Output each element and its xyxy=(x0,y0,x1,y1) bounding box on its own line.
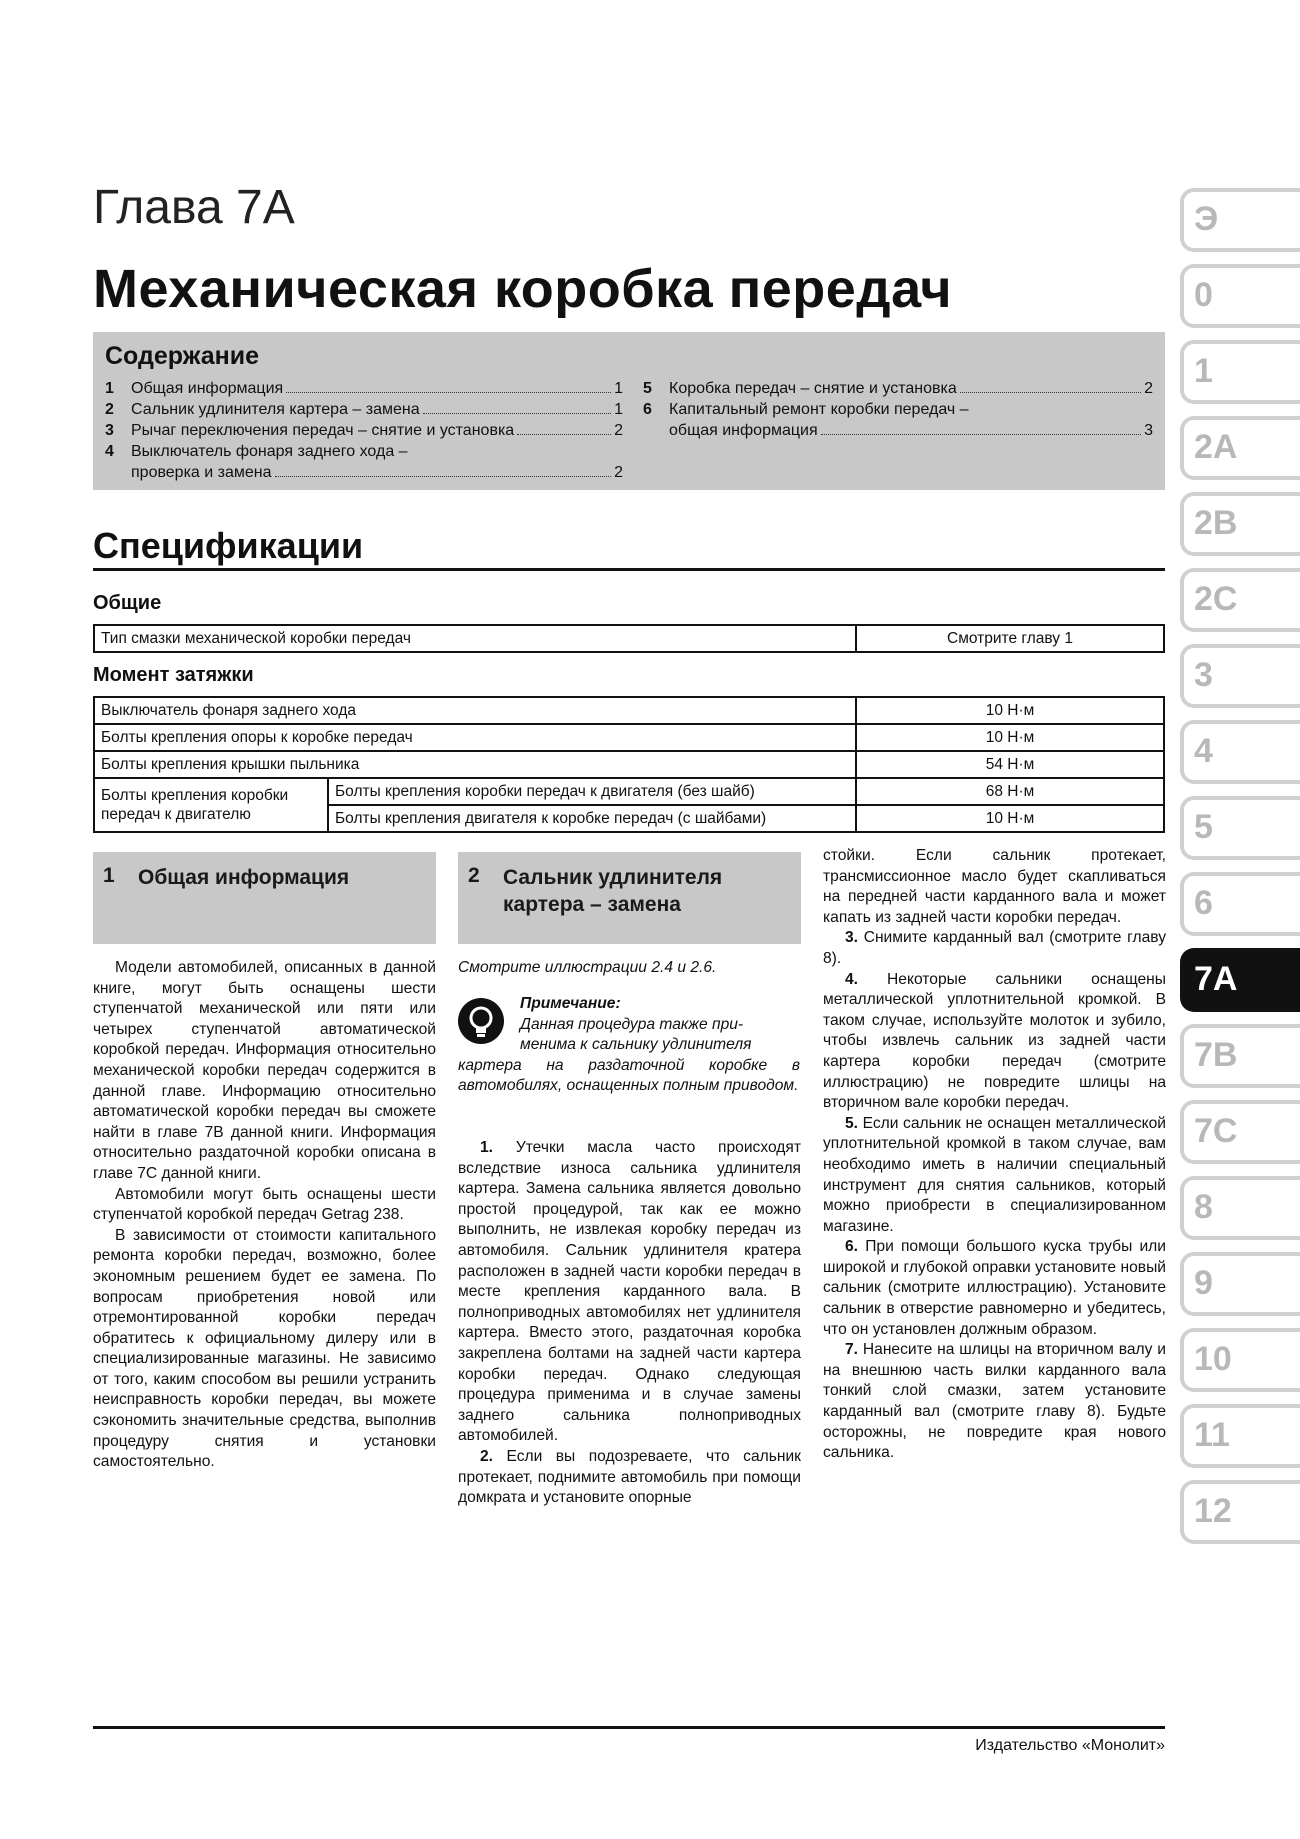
contents-item-page: 2 xyxy=(1144,380,1153,397)
spec-value: 10 Н·м xyxy=(856,697,1164,724)
torque-heading: Момент затяжки xyxy=(93,664,254,686)
chapter-tab[interactable]: 7C xyxy=(1180,1100,1300,1164)
section-title: Общая информация xyxy=(138,866,350,889)
contents-item[interactable] xyxy=(105,378,623,399)
section-1-header xyxy=(93,852,436,944)
chapter-tab[interactable]: 12 xyxy=(1180,1480,1300,1544)
step-paragraph xyxy=(823,1340,1166,1464)
footer-rule xyxy=(93,1726,1165,1729)
step-paragraph xyxy=(823,1237,1166,1340)
section-number: 1 xyxy=(103,864,115,887)
step-text: Утечки масла часто происходят вследствие износа сальника удлинителя картера. Замена сальника является довольно простой процедурой, так как ее можно выполнить, не извлекая коробку передач из автомобиля. Сальник удлинителя кратера расположен в задней части коробки передач в месте крепления карданного вала. В полноприводных автомобилях нет удлинителя картера. Вместо этого, раздаточная коробка закреплена болтами на задней части картера коробки передач. Однако следующая процедура применима и в случае замены заднего сальника полноприводных автомобилей. xyxy=(458,1139,801,1445)
step-number: 4. xyxy=(845,970,859,988)
section-title-line: картера – замена xyxy=(503,893,681,916)
step-paragraph xyxy=(458,1447,801,1509)
section-2-caption xyxy=(458,958,801,979)
table-row xyxy=(94,625,1164,652)
step-text: При помощи большого куска трубы или широкой и глубокой оправки установите новый сальник (смотрите иллюстрацию). Установите сальник в отверстие равномерно и убедитесь, что он установлен должным образом. xyxy=(823,1238,1166,1338)
spec-label: Выключатель фонаря заднего хода xyxy=(94,697,856,724)
chapter-title: Механическая коробка передач xyxy=(93,259,953,319)
step-number: 5. xyxy=(845,1114,859,1132)
step-text: Если сальник не оснащен металлической уплотнительной кромкой в таком случае, вам необходимо иметь в наличии специальный инструмент для снятия сальников, который можно приобрести в специализированном магазине. xyxy=(823,1114,1166,1235)
step-number: 7. xyxy=(845,1341,859,1359)
contents-item-title-cont: общая информация xyxy=(669,422,818,439)
spec-value: Смотрите главу 1 xyxy=(856,625,1164,652)
chapter-tab[interactable]: 3 xyxy=(1180,644,1300,708)
spec-value: 68 Н·м xyxy=(856,778,1164,805)
contents-heading: Содержание xyxy=(105,342,260,370)
spec-label: Болты крепления опоры к коробке передач xyxy=(94,724,856,751)
spec-label: Болты крепления двигателя к коробке передач (с шайбами) xyxy=(328,805,856,832)
section-title-line: Сальник удлинителя xyxy=(503,866,723,889)
contents-item-title-cont: проверка и замена xyxy=(131,464,272,481)
chapter-tab[interactable]: Э xyxy=(1180,188,1300,252)
step-paragraph xyxy=(458,1138,801,1447)
note-text: Данная процедура также при- xyxy=(520,1015,744,1033)
contents-item-page: 1 xyxy=(614,380,623,397)
contents-item[interactable] xyxy=(105,399,623,420)
contents-item[interactable] xyxy=(643,399,1153,441)
step-number: 2. xyxy=(480,1447,494,1465)
contents-item-number: 3 xyxy=(105,422,114,439)
contents-item[interactable] xyxy=(643,378,1153,399)
contents-item-title: Рычаг переключения передач – снятие и установка xyxy=(131,422,515,439)
paragraph: В зависимости от стоимости капитального ремонта коробки передач, возможно, более экономным решением будет ее замена. По вопросам приобретения новой или отремонтированной коробки передач обратитесь к официальному дилеру или в специализированные магазины. Не зависимо от того, каким способом вы решили устранить неисправность коробки передач, вы можете сэкономить значительные средства, выполнив процедуру снятия и установки самостоятельно. xyxy=(93,1226,436,1471)
chapter-tab[interactable]: 2A xyxy=(1180,416,1300,480)
spec-value: 10 Н·м xyxy=(856,724,1164,751)
contents-item-page: 1 xyxy=(614,401,623,418)
chapter-tab[interactable]: 11 xyxy=(1180,1404,1300,1468)
spec-label: Болты крепления коробки передач к двигателя (без шайб) xyxy=(328,778,856,805)
note-text: картера на раздаточной коробке в автомобилях, оснащенных полным приводом. xyxy=(458,1056,800,1095)
contents-item-title: Общая информация xyxy=(131,380,284,397)
table-row xyxy=(94,751,1164,778)
contents-item[interactable] xyxy=(105,441,623,483)
chapter-tab[interactable]: 4 xyxy=(1180,720,1300,784)
chapter-tab[interactable]: 0 xyxy=(1180,264,1300,328)
step-text: Если вы подозреваете, что сальник протекает, поднимите автомобиль при помощи домкрата и установите опорные xyxy=(458,1447,801,1507)
contents-item-title: Капитальный ремонт коробки передач – xyxy=(669,401,969,418)
step-text: Снимите карданный вал (смотрите главу 8). xyxy=(823,929,1166,967)
step-number: 1. xyxy=(480,1139,494,1156)
contents-item-title: Сальник удлинителя картера – замена xyxy=(131,401,420,418)
specifications-rule xyxy=(93,568,1165,571)
table-row xyxy=(94,697,1164,724)
chapter-tab[interactable]: 9 xyxy=(1180,1252,1300,1316)
chapter-tab[interactable]: 2B xyxy=(1180,492,1300,556)
step-paragraph xyxy=(823,928,1166,969)
chapter-tabs xyxy=(1180,188,1300,1556)
spec-group-label: Болты крепления коробки передач к двигателю xyxy=(94,778,328,832)
chapter-tab[interactable]: 10 xyxy=(1180,1328,1300,1392)
note-title: Примечание: xyxy=(520,995,621,1012)
section-number: 2 xyxy=(468,864,480,887)
chapter-tab[interactable]: 5 xyxy=(1180,796,1300,860)
illustration-caption: Смотрите иллюстрации 2.4 и 2.6. xyxy=(458,959,717,976)
chapter-tab[interactable]: 6 xyxy=(1180,872,1300,936)
contents-right-column xyxy=(643,378,1153,441)
chapter-tab[interactable]: 1 xyxy=(1180,340,1300,404)
spec-label: Тип смазки механической коробки передач xyxy=(94,625,856,652)
table-row xyxy=(94,724,1164,751)
contents-item-title: Выключатель фонаря заднего хода – xyxy=(131,443,408,460)
step-text: Нанесите на шлицы на вторичном валу и на внешнюю часть вилки карданного вала тонкий слой смазки, затем установите карданный вал (смотрите главу 8). Будьте осторожны, не повредите края нового сальника. xyxy=(823,1341,1166,1462)
chapter-tab-active[interactable]: 7A xyxy=(1180,948,1300,1012)
chapter-tab[interactable]: 8 xyxy=(1180,1176,1300,1240)
paragraph: Автомобили могут быть оснащены шести ступенчатой коробкой передач Getrag 238. xyxy=(93,1185,436,1224)
lightbulb-icon xyxy=(458,998,504,1044)
contents-item-number: 6 xyxy=(643,401,652,418)
contents-item-page: 3 xyxy=(1144,422,1153,439)
step-text: Некоторые сальники оснащены металлической уплотнительной кромкой. В таком случае, используйте молоток и зубило, чтобы извлечь сальник из задней части картера коробки передач (смотрите иллюстрацию) не повредите шлицы на вторичном вале коробки передач. xyxy=(823,970,1166,1112)
step-number: 3. xyxy=(845,929,859,947)
contents-item-number: 1 xyxy=(105,380,114,397)
chapter-tab[interactable]: 2C xyxy=(1180,568,1300,632)
step-number: 6. xyxy=(845,1238,859,1256)
general-spec-table xyxy=(93,624,1165,653)
contents-item-number: 4 xyxy=(105,443,114,460)
specifications-heading: Спецификации xyxy=(93,525,364,566)
paragraph: Модели автомобилей, описанных в данной книге, могут быть оснащены шести ступенчатой механической или пяти или четырех ступенчатой автоматической коробкой передач. Информация относительно механической коробки передач содержится в данной главе. Информацию относительно автоматической коробки передач вы сможете найти в главе 7В данной книги. Информация относительно раздаточной коробки описана в главе 7С данной книги. xyxy=(93,959,436,1182)
section-2-steps-continued xyxy=(823,846,1166,1464)
section-title xyxy=(503,864,722,918)
step-paragraph xyxy=(823,1114,1166,1238)
publisher-name: Издательство «Монолит» xyxy=(975,1737,1165,1754)
paragraph: стойки. Если сальник протекает, трансмиссионное масло будет скапливаться на передней части карданного вала и может капать из задней части коробки передач. xyxy=(823,847,1166,926)
chapter-label: Глава 7А xyxy=(93,181,295,234)
section-2-steps xyxy=(458,1138,801,1509)
contents-item-page: 2 xyxy=(614,422,623,439)
contents-item[interactable] xyxy=(105,420,623,441)
contents-item-number: 2 xyxy=(105,401,114,418)
contents-item-page: 2 xyxy=(614,464,623,481)
section-1-text xyxy=(93,958,436,1473)
contents-left-column xyxy=(105,378,623,483)
step-paragraph xyxy=(823,970,1166,1114)
spec-label: Болты крепления крышки пыльника xyxy=(94,751,856,778)
contents-item-title: Коробка передач – снятие и установка xyxy=(669,380,957,397)
section-2-header xyxy=(458,852,801,944)
note-text: менима к сальнику удлинителя xyxy=(520,1036,752,1054)
spec-value: 10 Н·м xyxy=(856,805,1164,832)
torque-spec-table xyxy=(93,696,1165,833)
chapter-tab[interactable]: 7B xyxy=(1180,1024,1300,1088)
table-row xyxy=(94,778,1164,805)
general-heading: Общие xyxy=(93,592,162,614)
contents-item-number: 5 xyxy=(643,380,652,397)
contents-box xyxy=(93,332,1165,490)
spec-value: 54 Н·м xyxy=(856,751,1164,778)
note-block xyxy=(458,994,800,1097)
